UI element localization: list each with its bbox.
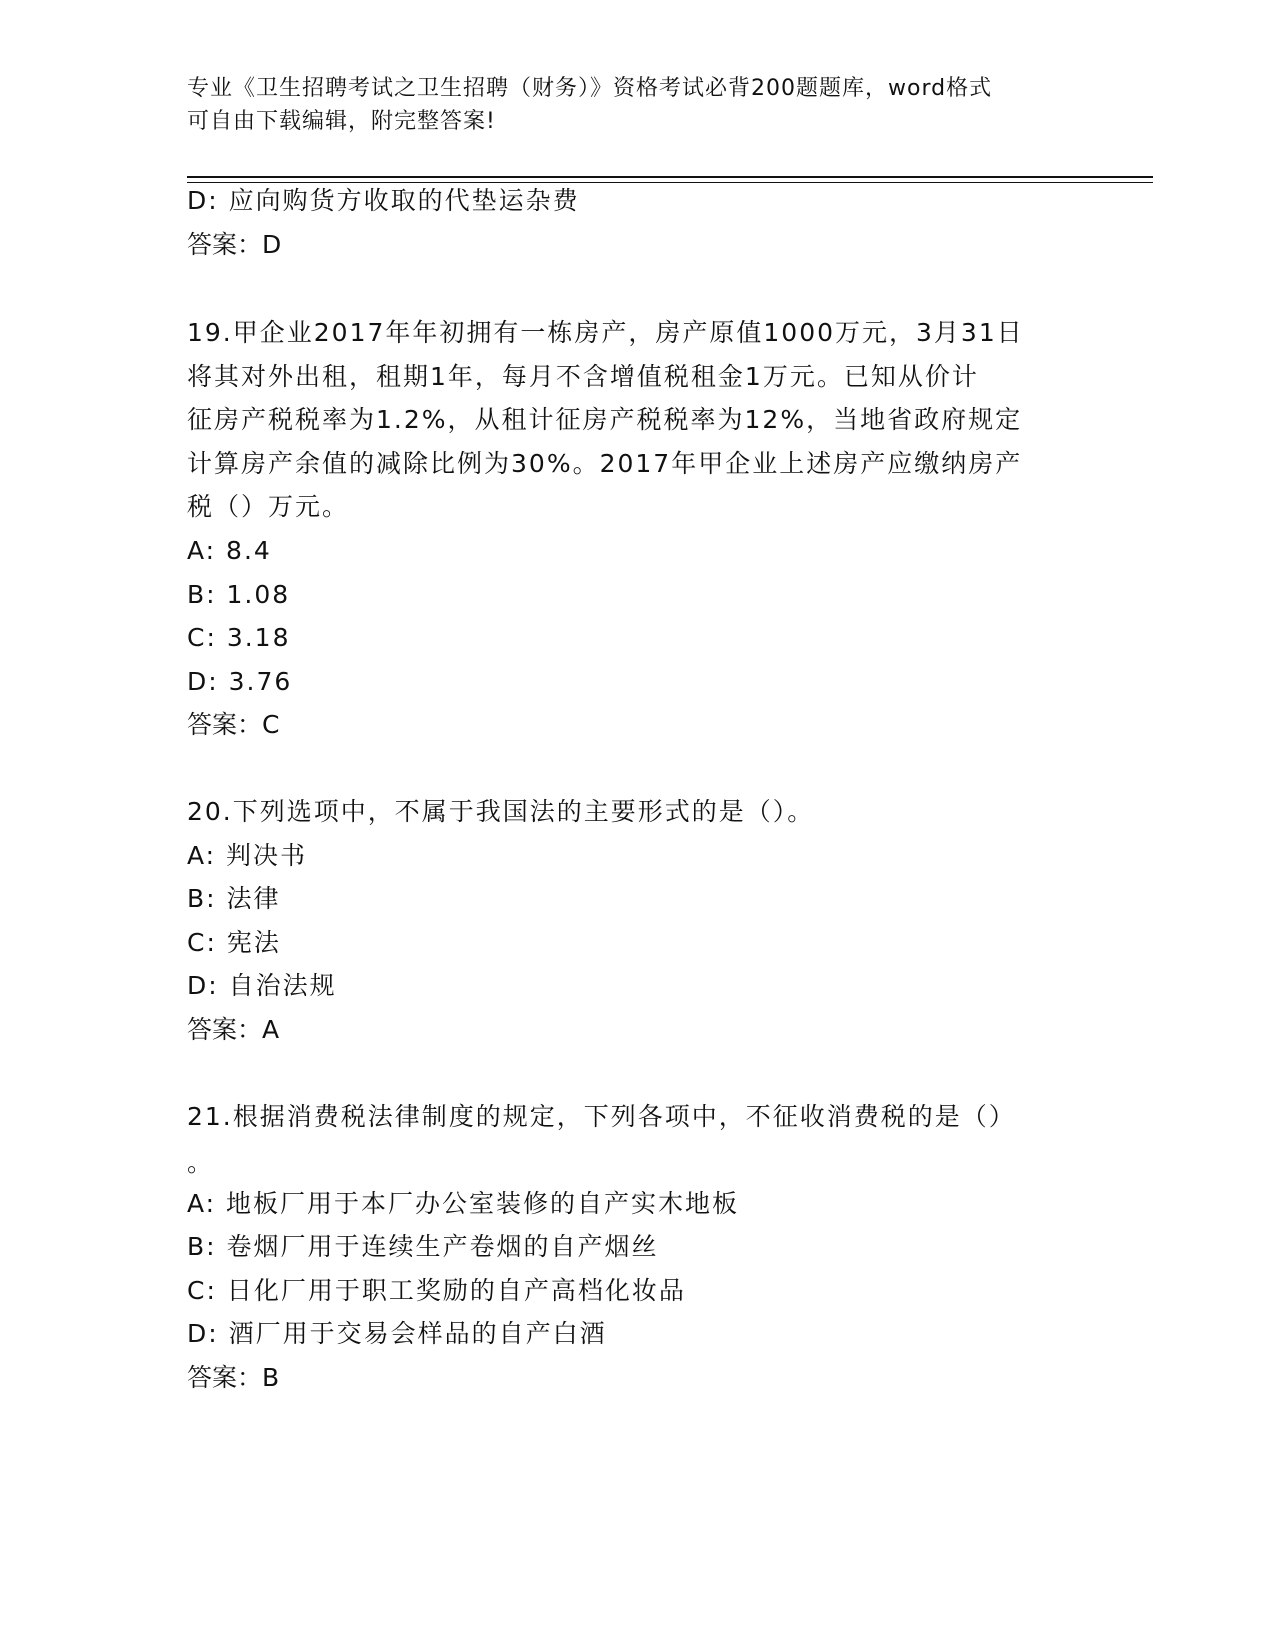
q19-stem-line-3: 征房产税税率为1.2%，从租计征房产税税率为12%，当地省政府规定	[187, 405, 1023, 434]
q20-option-a: A: 判决书	[187, 841, 308, 870]
q20-option-c: C: 宪法	[187, 928, 281, 957]
q20-stem-line-1: 20.下列选项中，不属于我国法的主要形式的是（）。	[187, 797, 815, 826]
q21-option-a: A: 地板厂用于本厂办公室装修的自产实木地板	[187, 1189, 740, 1218]
q21-answer: 答案：B	[187, 1363, 280, 1392]
q19-stem-line-4: 计算房产余值的减除比例为30%。2017年甲企业上述房产应缴纳房产	[187, 449, 1023, 478]
q19-option-c: C: 3.18	[187, 623, 291, 652]
q19-answer: 答案：C	[187, 710, 280, 739]
q21-option-b: B: 卷烟厂用于连续生产卷烟的自产烟丝	[187, 1232, 659, 1261]
header-line-1: 专业《卫生招聘考试之卫生招聘（财务）》资格考试必背200题题库，word格式	[187, 76, 993, 101]
q19-stem-line-5: 税（）万元。	[187, 492, 350, 521]
prev-answer: 答案：D	[187, 230, 282, 259]
header-line-2: 可自由下载编辑，附完整答案!	[187, 109, 496, 134]
q21-option-c: C: 日化厂用于职工奖励的自产高档化妆品	[187, 1276, 686, 1305]
q19-stem-line-1: 19.甲企业2017年年初拥有一栋房产，房产原值1000万元，3月31日	[187, 318, 1024, 347]
q19-option-b: B: 1.08	[187, 580, 291, 609]
q20-option-d: D: 自治法规	[187, 971, 337, 1000]
q20-option-b: B: 法律	[187, 884, 281, 913]
header-rule-thick	[187, 176, 1153, 178]
document-header	[187, 72, 1087, 138]
q21-option-d: D: 酒厂用于交易会样品的自产白酒	[187, 1319, 607, 1348]
q19-stem-line-2: 将其对外出租，租期1年，每月不含增值税租金1万元。已知从价计	[187, 362, 979, 391]
q19-option-a: A: 8.4	[187, 536, 272, 565]
q20-answer: 答案：A	[187, 1015, 280, 1044]
header-rule-thin	[187, 182, 1153, 183]
prev-option-d: D: 应向购货方收取的代垫运杂费	[187, 186, 580, 215]
q21-stem-line-1: 21.根据消费税法律制度的规定，下列各项中，不征收消费税的是（）	[187, 1102, 1016, 1131]
q19-option-d: D: 3.76	[187, 667, 293, 696]
q21-stem-line-2: 。	[187, 1148, 215, 1177]
